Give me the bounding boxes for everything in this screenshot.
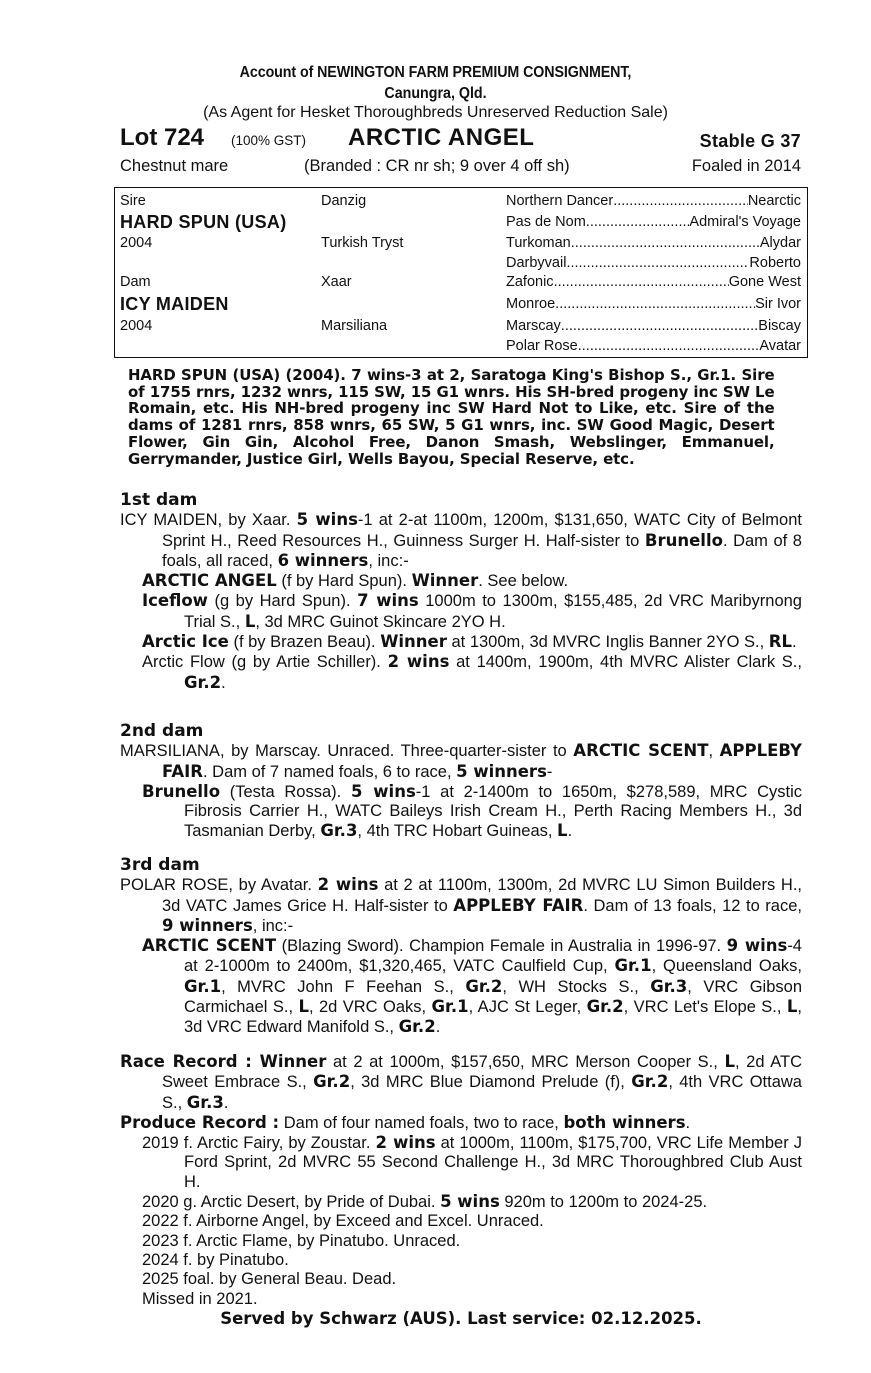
horse-details bbox=[120, 157, 801, 179]
ancestor-row bbox=[506, 235, 801, 251]
ancestor-right: Gone West bbox=[728, 274, 801, 290]
ancestor-row bbox=[506, 338, 801, 354]
granddam-maternal: Marsiliana bbox=[321, 318, 388, 334]
horse-brand: (Branded : CR nr sh; 9 over 4 off sh) bbox=[304, 157, 570, 175]
dam-label: Dam bbox=[120, 274, 151, 290]
progeny-entry: ARCTIC ANGEL (f by Hard Spun). Winner. See below. bbox=[142, 571, 569, 591]
records-section bbox=[120, 1052, 802, 1328]
ancestor-left: Northern Dancer bbox=[506, 193, 614, 209]
ancestor-row bbox=[506, 296, 801, 312]
ancestor-right: Sir Ivor bbox=[755, 296, 801, 312]
produce-entry: 2025 foal. by General Beau. Dead. bbox=[142, 1270, 397, 1289]
lot-line bbox=[120, 124, 801, 154]
ancestor-left: Polar Rose bbox=[506, 338, 578, 354]
served-by: Served by Schwarz (AUS). Last service: 02.12.2025. bbox=[220, 1308, 702, 1328]
granddam-paternal: Turkish Tryst bbox=[321, 235, 404, 251]
grandsire-maternal: Xaar bbox=[321, 274, 352, 290]
second-dam-section bbox=[120, 722, 802, 842]
horse-name: ARCTIC ANGEL bbox=[348, 124, 535, 151]
pedigree-table bbox=[114, 187, 808, 358]
missed-year: Missed in 2021. bbox=[142, 1289, 258, 1308]
ancestor-row bbox=[506, 255, 801, 271]
dam-year: 2004 bbox=[120, 318, 153, 334]
ancestor-right: Nearctic bbox=[747, 193, 801, 209]
ancestor-row bbox=[506, 274, 801, 290]
second-dam-intro: MARSILIANA, by Marscay. Unraced. Three-quarter-sister to ARCTIC SCENT, APPLEBY FAIR. Dam of 7 named foals, 6 to race, 5 winners- bbox=[120, 741, 802, 781]
produce-record: Produce Record : Dam of four named foals, two to race, both winners. bbox=[120, 1112, 691, 1132]
lot-number: Lot 724 bbox=[120, 124, 205, 151]
foaled-year: Foaled in 2014 bbox=[691, 157, 801, 175]
ancestor-right: Alydar bbox=[759, 235, 801, 251]
sire-label: Sire bbox=[120, 193, 146, 209]
ancestor-left: Turkoman bbox=[506, 235, 571, 251]
progeny-entry: Brunello (Testa Rossa). 5 wins-1 at 2-1400m to 1650m, $278,589, MRC Cystic Fibrosis Carrier H., WATC Baileys Irish Cream H., Perth Racing Members H., 3d Tasmanian Derby, Gr.3, 4th TRC Hobart Guineas, L. bbox=[142, 781, 802, 841]
ancestor-right: Admiral's Voyage bbox=[689, 214, 801, 230]
stable-number: Stable G 37 bbox=[699, 131, 801, 151]
sire-year: 2004 bbox=[120, 235, 153, 251]
produce-entry: 2019 f. Arctic Fairy, by Zoustar. 2 wins at 1000m, 1100m, $175,700, VRC Life Member J Ford Sprint, 2d MVRC 55 Second Challenge H., 3d MRC Thoroughbred Club Aust H. bbox=[142, 1133, 802, 1191]
ancestor-left: Monroe bbox=[506, 296, 556, 312]
ancestor-row bbox=[506, 318, 801, 334]
first-dam-section bbox=[120, 491, 802, 693]
section-heading: 1st dam bbox=[120, 490, 198, 510]
vendor-agent: (As Agent for Hesket Thoroughbreds Unreserved Reduction Sale) bbox=[203, 104, 668, 121]
horse-sex: Chestnut mare bbox=[120, 157, 229, 175]
produce-entry: 2024 f. by Pinatubo. bbox=[142, 1250, 289, 1269]
ancestor-left: Darbyvail bbox=[506, 255, 567, 271]
produce-entry: 2023 f. Arctic Flame, by Pinatubo. Unraced. bbox=[142, 1231, 461, 1250]
section-heading: 3rd dam bbox=[120, 855, 200, 875]
progeny-entry: Iceflow (g by Hard Spun). 7 wins 1000m to 1300m, $155,485, 2d VRC Maribyrnong Trial S., L, 3d MRC Guinot Skincare 2YO H. bbox=[142, 591, 802, 631]
grandsire-paternal: Danzig bbox=[321, 193, 367, 209]
lot-gst: (100% GST) bbox=[231, 133, 307, 148]
ancestor-left: Marscay bbox=[506, 318, 561, 334]
section-heading: 2nd dam bbox=[120, 721, 204, 741]
dam-name: ICY MAIDEN bbox=[120, 294, 229, 314]
progeny-entry: ARCTIC SCENT (Blazing Sword). Champion Female in Australia in 1996-97. 9 wins-4 at 2-1000m to 2400m, $1,320,465, VATC Caulfield Cup, Gr.1, Queensland Oaks, Gr.1, MVRC John F Feehan S., Gr.2, WH Stocks S., Gr.3, VRC Gibson Carmichael S., L, 2d VRC Oaks, Gr.1, AJC St Leger, Gr.2, VRC Let's Elope S., L, 3d VRC Edward Manifold S., Gr.2. bbox=[142, 936, 803, 1037]
sire-summary: HARD SPUN (USA) (2004). 7 wins-3 at 2, Saratoga King's Bishop S., Gr.1. Sire of 1755 rnrs, 1232 wnrs, 115 SW, 15 G1 wnrs. His SH-bred progeny inc SW Le Romain, etc. His NH-bred progeny inc SW Hard Not to Like, etc. Sire of the dams of 1281 rnrs, 858 wnrs, 65 SW, 5 G1 wnrs, inc. SW Good Magic, Desert Flower, Gin Gin, Alcohol Free, Danon Smash, Webslinger, Emmanuel, Gerrymander, Justice Girl, Wells Bayou, Special Reserve, etc. bbox=[128, 366, 775, 468]
ancestor-row bbox=[506, 214, 801, 230]
race-record: Race Record : Winner at 2 at 1000m, $157,650, MRC Merson Cooper S., L, 2d ATC Sweet Embrace S., Gr.2, 3d MRC Blue Diamond Prelude (f), Gr.2, 4th VRC Ottawa S., Gr.3. bbox=[120, 1052, 802, 1112]
sire-name: HARD SPUN (USA) bbox=[120, 212, 287, 232]
ancestor-row bbox=[506, 193, 801, 209]
progeny-entry: Arctic Flow (g by Artie Schiller). 2 wins at 1400m, 1900m, 4th MVRC Alister Clark S., Gr.2. bbox=[142, 652, 802, 692]
produce-entry: 2022 f. Airborne Angel, by Exceed and Excel. Unraced. bbox=[142, 1212, 544, 1231]
ancestor-left: Zafonic bbox=[506, 274, 554, 290]
ancestor-right: Roberto bbox=[749, 255, 801, 271]
ancestor-left: Pas de Nom bbox=[506, 214, 586, 230]
progeny-entry: Arctic Ice (f by Brazen Beau). Winner at 1300m, 3d MVRC Inglis Banner 2YO S., RL. bbox=[142, 632, 797, 652]
third-dam-section bbox=[120, 856, 802, 1038]
ancestor-right: Avatar bbox=[759, 338, 801, 354]
third-dam-intro: POLAR ROSE, by Avatar. 2 wins at 2 at 1100m, 1300m, 2d MVRC LU Simon Builders H., 3d VATC James Grice H. Half-sister to APPLEBY FAIR. Dam of 13 foals, 12 to race, 9 winners, inc:- bbox=[120, 875, 802, 935]
ancestor-right: Biscay bbox=[758, 318, 801, 334]
first-dam-intro: ICY MAIDEN, by Xaar. 5 wins-1 at 2-at 1100m, 1200m, $131,650, WATC City of Belmont Sprint H., Reed Resources H., Guinness Surger H. Half-sister to Brunello. Dam of 8 foals, all raced, 6 winners, inc:- bbox=[120, 510, 802, 570]
produce-entry: 2020 g. Arctic Desert, by Pride of Dubai. 5 wins 920m to 1200m to 2024-25. bbox=[142, 1192, 708, 1212]
vendor-account: Account of NEWINGTON FARM PREMIUM CONSIGNMENT, bbox=[239, 64, 632, 81]
vendor-location: Canungra, Qld. bbox=[384, 85, 487, 102]
